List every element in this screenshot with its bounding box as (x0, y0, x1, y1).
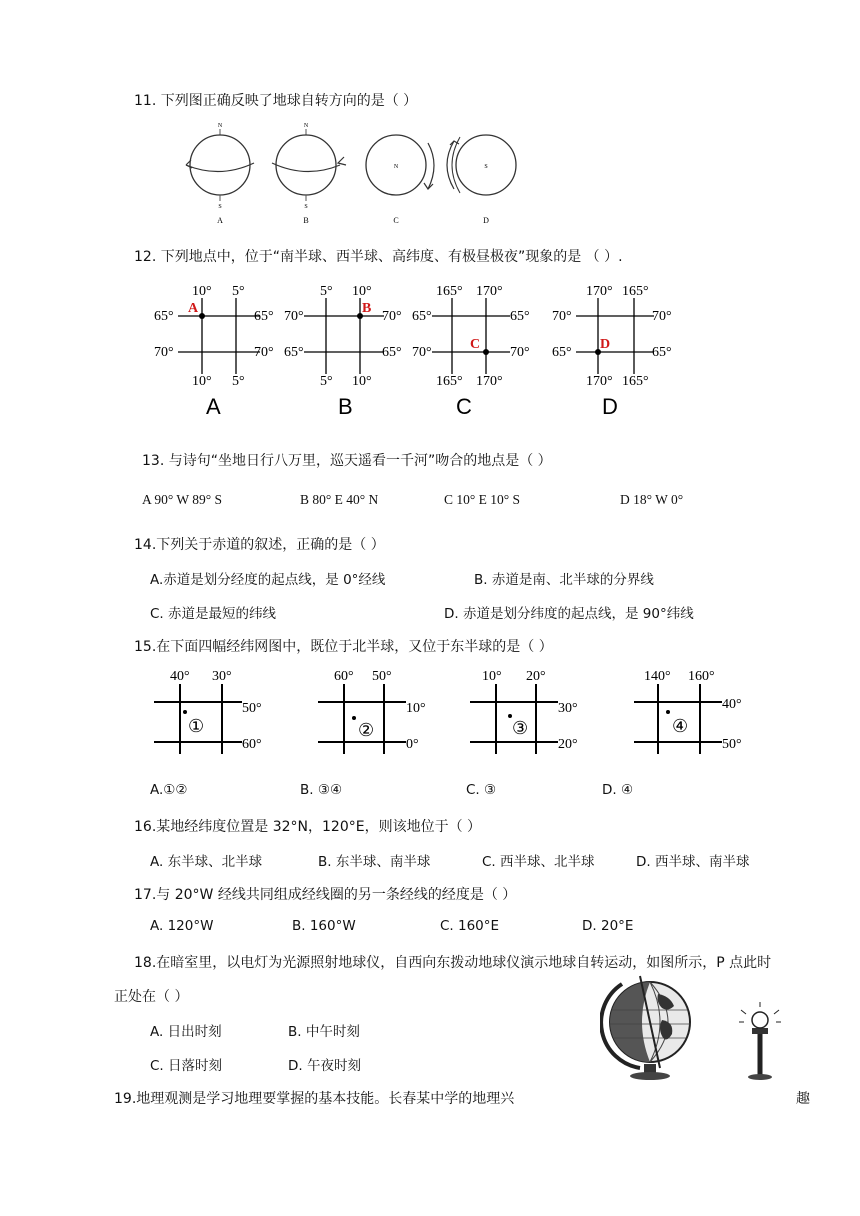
q19-stem: 19.地理观测是学习地理要掌握的基本技能。长春某中学的地理兴 (114, 1091, 515, 1107)
q19-tail: 趣 (796, 1091, 810, 1107)
q15-stem: 15.在下面四幅经纬网图中，既位于北半球，又位于东半球的是（ ） (134, 639, 553, 655)
q11-b-pole-bottom: S (304, 204, 308, 210)
q11-a-pole-bottom: S (218, 204, 222, 210)
q15-option-a: A.①② (150, 782, 188, 798)
q14-stem: 14.下列关于赤道的叙述，正确的是（ ） (134, 537, 385, 553)
q11-c-center: N (393, 164, 399, 170)
q16-option-a: A. 东半球、北半球 (150, 854, 263, 870)
q11-stem: 11. 下列图正确反映了地球自转方向的是（ ） (134, 93, 418, 109)
svg-text:70°: 70° (382, 309, 402, 324)
q11-d-label: D (483, 216, 489, 225)
q14-option-d: D. 赤道是划分纬度的起点线，是 90°纬线 (444, 606, 694, 622)
svg-text:170°: 170° (586, 284, 613, 299)
q11-b-label: B (303, 216, 309, 225)
svg-text:65°: 65° (154, 309, 174, 324)
q14-option-c: C. 赤道是最短的纬线 (150, 606, 277, 622)
svg-text:50°: 50° (242, 701, 262, 716)
q11-globe-a (186, 123, 254, 225)
q15-option-c: C. ③ (466, 782, 497, 798)
svg-text:170°: 170° (476, 284, 503, 299)
q12-point-b: B (362, 301, 372, 316)
q11-figure (178, 115, 538, 225)
svg-text:65°: 65° (382, 345, 402, 360)
q15-mark-2: ② (358, 720, 375, 740)
q18-globe-lamp-figure (600, 972, 800, 1082)
svg-text:10°: 10° (192, 284, 212, 299)
q12-label-b: B (338, 394, 353, 419)
q17-stem: 17.与 20°W 经线共同组成经线圈的另一条经线的经度是（ ） (134, 887, 517, 903)
q16-option-b: B. 东半球、南半球 (318, 854, 431, 870)
svg-text:20°: 20° (526, 669, 546, 684)
q15-option-d: D. ④ (602, 782, 634, 798)
q11-a-label: A (217, 216, 223, 225)
q16-option-d: D. 西半球、南半球 (636, 854, 750, 870)
q16-stem: 16.某地经纬度位置是 32°N，120°E，则该地位于（ ） (134, 819, 482, 835)
svg-text:5°: 5° (320, 284, 333, 299)
q18-option-a: A. 日出时刻 (150, 1024, 222, 1040)
q12-point-a: A (188, 301, 199, 316)
q18-option-b: B. 中午时刻 (288, 1024, 360, 1040)
q11-b-pole-top: N (303, 123, 309, 129)
svg-text:70°: 70° (510, 345, 530, 360)
q18-option-c: C. 日落时刻 (150, 1058, 223, 1074)
svg-text:5°: 5° (232, 284, 245, 299)
svg-text:30°: 30° (212, 669, 232, 684)
svg-text:70°: 70° (254, 345, 274, 360)
svg-text:70°: 70° (412, 345, 432, 360)
svg-text:40°: 40° (170, 669, 190, 684)
q13-option-d: D 18° W 0° (620, 492, 684, 507)
q17-option-d: D. 20°E (582, 918, 634, 934)
svg-text:60°: 60° (334, 669, 354, 684)
q12-stem: 12. 下列地点中，位于“南半球、西半球、高纬度、有极昼极夜”现象的是 （ ）. (134, 249, 623, 265)
svg-text:65°: 65° (284, 345, 304, 360)
svg-text:5°: 5° (320, 374, 333, 389)
svg-text:10°: 10° (352, 374, 372, 389)
q15-grid-1 (154, 669, 262, 754)
svg-text:165°: 165° (622, 284, 649, 299)
q11-globe-d (447, 135, 516, 225)
q12-grid-b (284, 284, 402, 419)
q18-stem-line2: 正处在（ ） (114, 989, 189, 1005)
q17-option-a: A. 120°W (150, 918, 214, 934)
svg-text:50°: 50° (372, 669, 392, 684)
svg-text:50°: 50° (722, 737, 742, 752)
q15-mark-1: ① (188, 716, 205, 736)
q15-mark-4: ④ (672, 716, 689, 736)
q16-option-c: C. 西半球、北半球 (482, 854, 595, 870)
q12-grid-c (412, 284, 530, 419)
q11-globe-b (272, 123, 346, 225)
q14-option-b: B. 赤道是南、北半球的分界线 (474, 572, 654, 588)
q13-stem: 13. 与诗句“坐地日行八万里，巡天遥看一千河”吻合的地点是（ ） (142, 453, 552, 469)
svg-text:70°: 70° (284, 309, 304, 324)
svg-text:70°: 70° (552, 309, 572, 324)
q15-mark-3: ③ (512, 718, 529, 738)
svg-text:140°: 140° (644, 669, 671, 684)
svg-text:170°: 170° (586, 374, 613, 389)
svg-text:165°: 165° (622, 374, 649, 389)
q11-a-pole-top: N (217, 123, 223, 129)
svg-text:10°: 10° (406, 701, 426, 716)
q15-grid-4 (634, 669, 742, 754)
svg-text:65°: 65° (254, 309, 274, 324)
q14-option-a: A.赤道是划分经度的起点线，是 0°经线 (150, 572, 386, 588)
svg-text:65°: 65° (412, 309, 432, 324)
svg-text:70°: 70° (652, 309, 672, 324)
svg-text:65°: 65° (552, 345, 572, 360)
q12-figure (150, 280, 690, 420)
q18-stem-line1: 18.在暗室里，以电灯为光源照射地球仪，自西向东拨动地球仪演示地球自转运动，如图所示，P 点此时 (134, 955, 772, 971)
svg-text:165°: 165° (436, 374, 463, 389)
q12-label-a: A (206, 394, 221, 419)
svg-text:40°: 40° (722, 697, 742, 712)
q13-option-a: A 90° W 89° S (142, 492, 223, 507)
q11-d-center: S (484, 164, 488, 170)
q17-option-b: B. 160°W (292, 918, 356, 934)
q12-label-d: D (602, 394, 618, 419)
svg-text:10°: 10° (192, 374, 212, 389)
svg-text:65°: 65° (510, 309, 530, 324)
q15-option-b: B. ③④ (300, 782, 343, 798)
svg-text:170°: 170° (476, 374, 503, 389)
q15-grid-2 (318, 669, 426, 754)
svg-text:10°: 10° (482, 669, 502, 684)
svg-text:60°: 60° (242, 737, 262, 752)
svg-text:5°: 5° (232, 374, 245, 389)
q11-globe-c (366, 135, 434, 225)
q15-figure (150, 662, 760, 762)
q12-grid-a (154, 284, 274, 419)
svg-text:30°: 30° (558, 701, 578, 716)
svg-text:10°: 10° (352, 284, 372, 299)
q17-option-c: C. 160°E (440, 918, 500, 934)
q12-point-d: D (600, 337, 611, 352)
svg-text:65°: 65° (652, 345, 672, 360)
q11-c-label: C (393, 216, 399, 225)
q12-grid-d (552, 284, 672, 419)
q18-option-d: D. 午夜时刻 (288, 1058, 361, 1074)
svg-text:0°: 0° (406, 737, 419, 752)
q15-grid-3 (470, 669, 578, 754)
svg-text:165°: 165° (436, 284, 463, 299)
svg-text:70°: 70° (154, 345, 174, 360)
q13-option-b: B 80° E 40° N (300, 492, 379, 507)
q12-label-c: C (456, 394, 472, 419)
q13-option-c: C 10° E 10° S (444, 492, 521, 507)
q12-point-c: C (470, 337, 481, 352)
svg-text:20°: 20° (558, 737, 578, 752)
svg-text:160°: 160° (688, 669, 715, 684)
